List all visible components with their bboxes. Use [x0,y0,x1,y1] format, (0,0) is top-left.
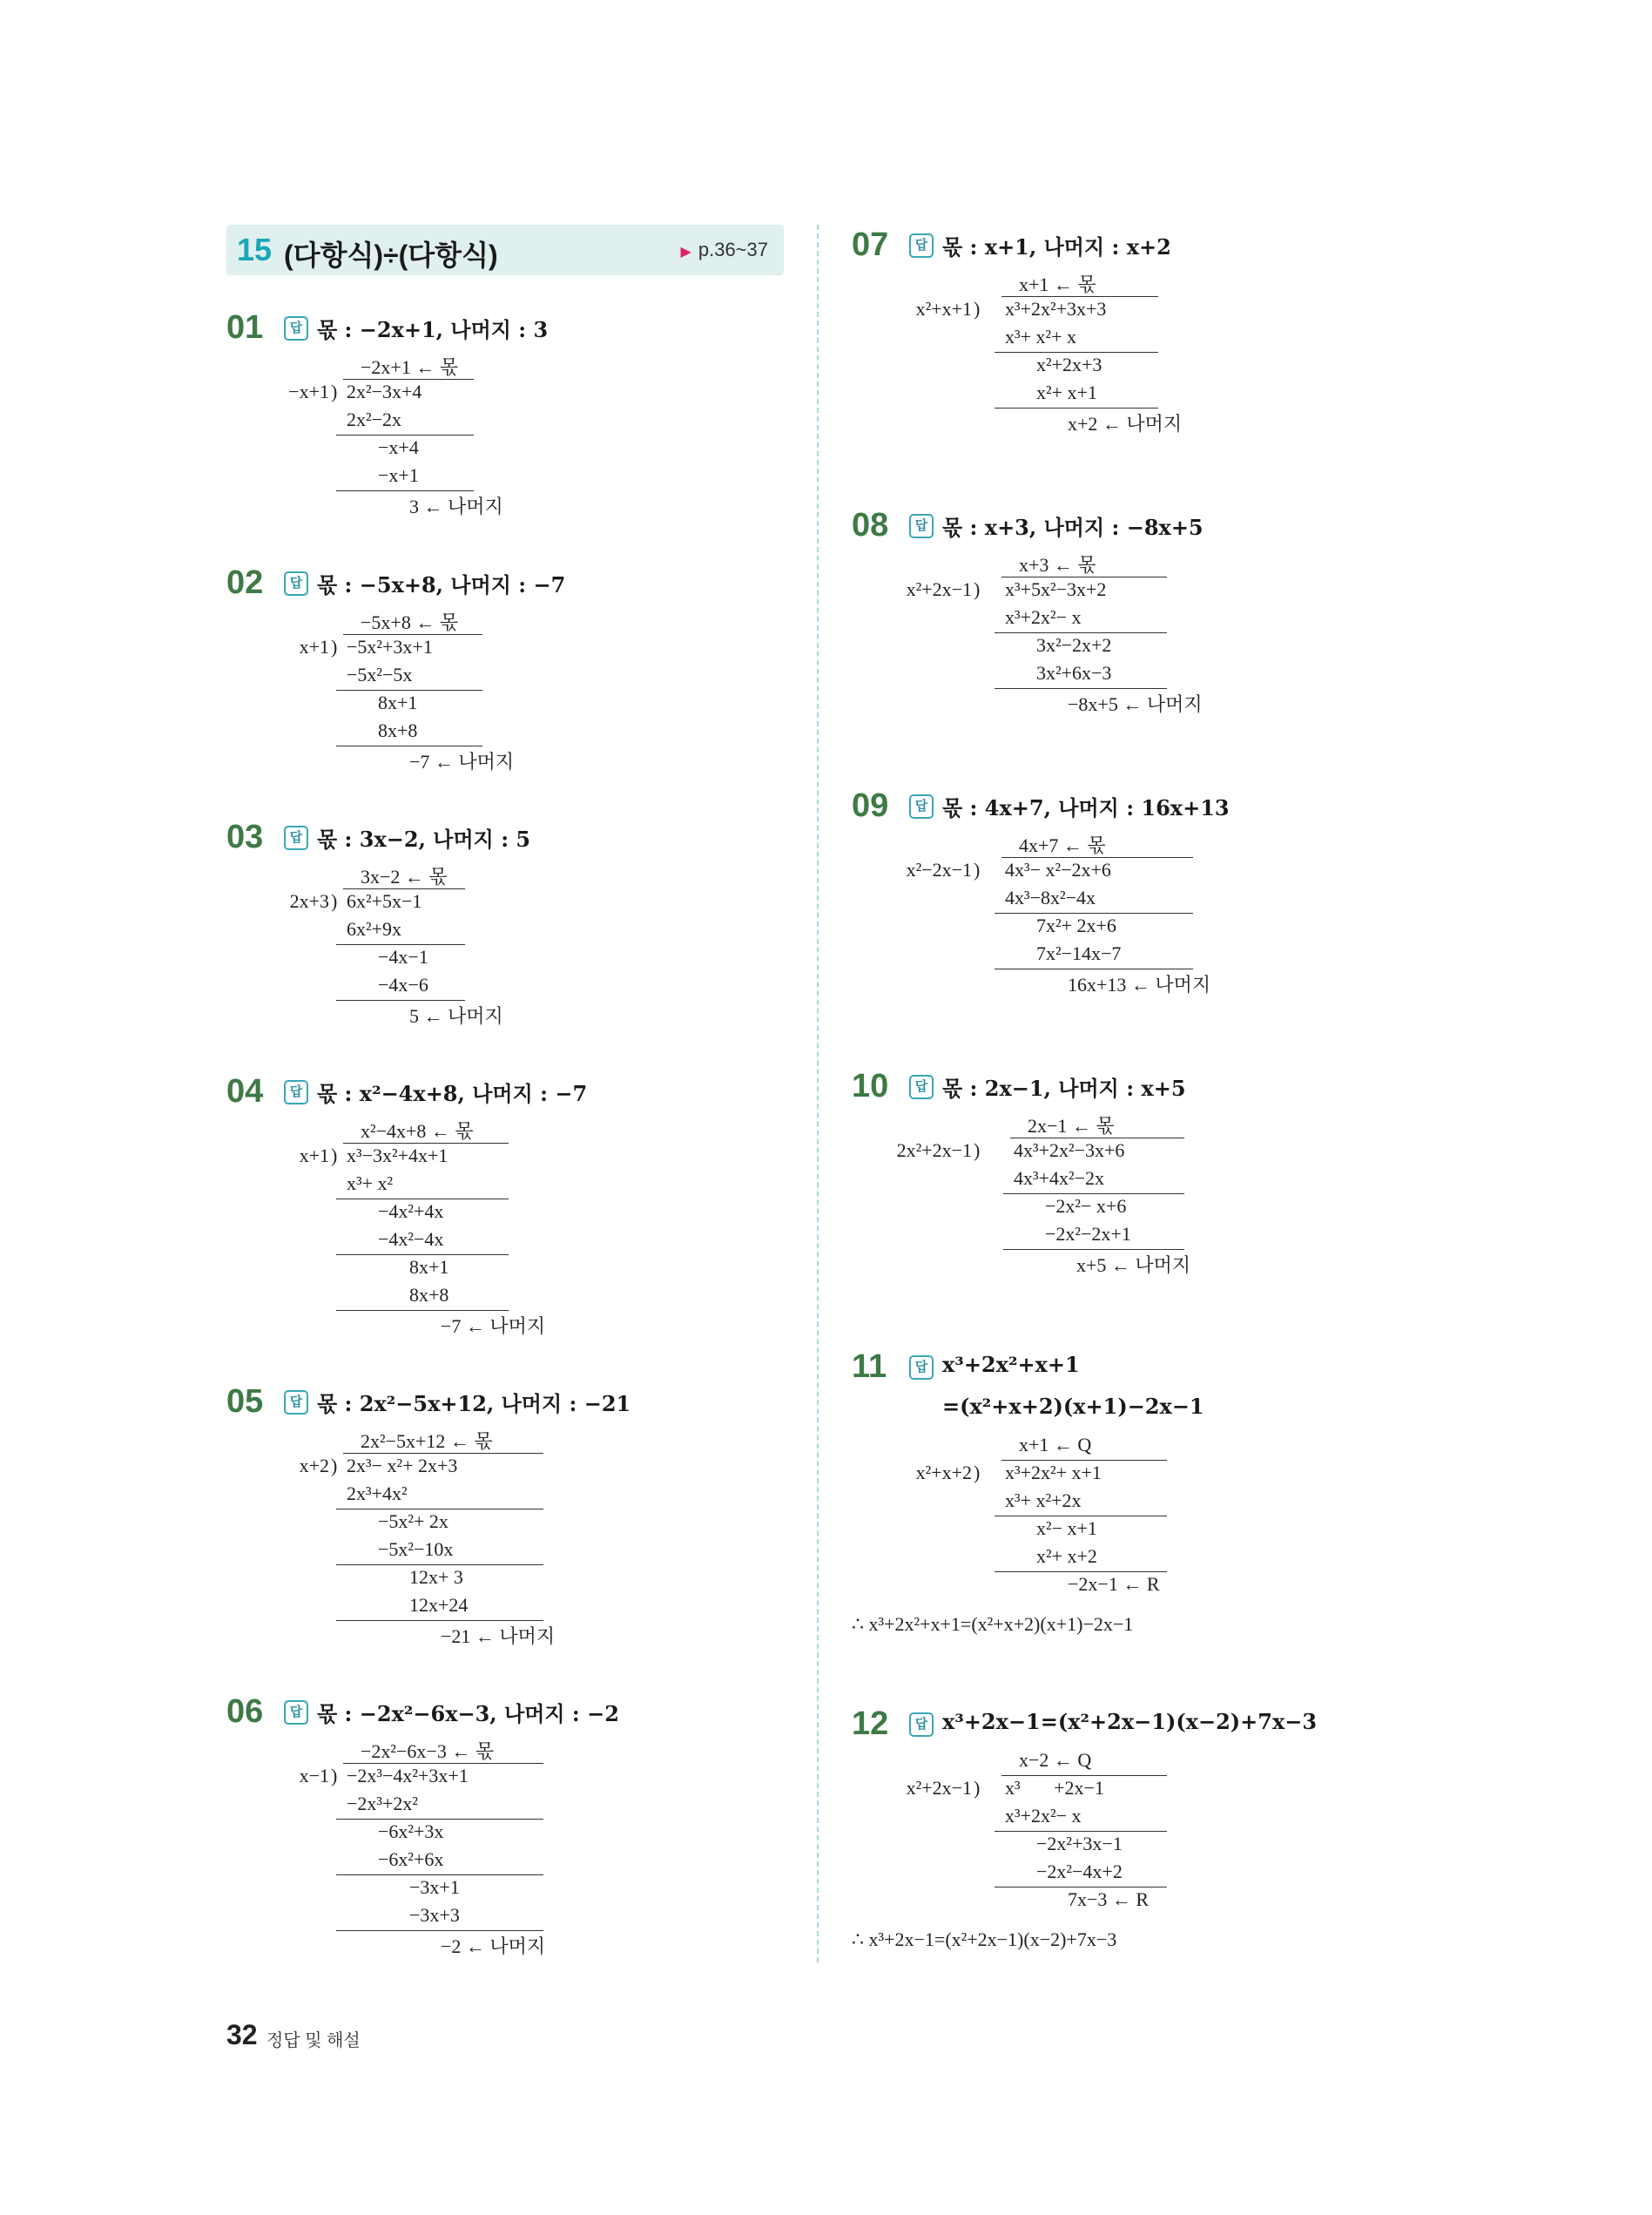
problem-number: 10 [852,1068,889,1104]
remainder-line: −7 ← 나머지 [441,1315,546,1337]
work-line: 12x+ 3 [409,1566,463,1588]
division-paren: ) [331,1765,338,1786]
dividend: 2x³− x²+ 2x+3 [347,1455,458,1476]
problem-number: 03 [226,819,264,855]
work-line: −x+1 [378,464,419,486]
work-line: −5x²+ 2x [378,1510,448,1532]
division-paren: ) [331,636,338,658]
work-line: −2x²−2x+1 [1045,1223,1131,1245]
subtraction-rule [336,490,474,491]
subtraction-rule [995,408,1158,409]
work-line: 3x²−2x+2 [1036,634,1112,656]
divisor: x²+2x−1 [906,1777,972,1799]
work-line: 7x²+ 2x+6 [1036,915,1116,936]
answer-badge-icon: 답 [909,1712,934,1737]
work-line: 8x+8 [409,1284,449,1306]
subtraction-rule [995,1571,1167,1572]
division-bar [1001,857,1193,858]
problem-06 [226,1693,784,2024]
division-bar [343,1143,509,1144]
work-line: −5x²−10x [378,1538,454,1560]
work-line: 8x+1 [409,1256,449,1278]
subtraction-rule [336,1819,543,1820]
work-line: 4x³−8x²−4x [1005,887,1096,908]
answer-text: 몫 : 2x²−5x+12, 나머지 : −21 [317,1391,631,1416]
dividend: x³−3x²+4x+1 [347,1145,448,1166]
subtraction-rule [336,1564,543,1565]
work-line: −4x−1 [378,946,428,968]
subtraction-rule [336,1930,543,1931]
dividend: x³ +2x−1 [1005,1777,1104,1799]
subtraction-rule [1003,1249,1184,1250]
subtraction-rule [336,944,465,945]
work-line: −6x²+6x [378,1848,444,1870]
work-line: 4x³+4x²−2x [1014,1167,1105,1189]
quotient-line: −2x+1 ← 몫 [361,356,459,378]
work-line: −2x²− x+6 [1045,1195,1127,1217]
work-line: x³+2x²− x [1005,606,1082,628]
division-bar [343,634,482,635]
quotient-line: x+3 ← 몫 [1019,554,1096,576]
dividend: 2x²−3x+4 [347,381,422,402]
problem-04 [226,1073,784,1404]
problem-number: 06 [226,1693,264,1730]
conclusion-line: ∴ x³+2x²+x+1=(x²+x+2)(x+1)−2x−1 [852,1613,1134,1635]
answer-badge-icon: 답 [284,1080,308,1104]
problem-12 [852,1705,1409,2036]
answer-text: 몫 : x+1, 나머지 : x+2 [942,234,1171,260]
answer-text: 몫 : 4x+7, 나머지 : 16x+13 [942,795,1230,820]
work-line: −2x³+2x² [347,1793,419,1814]
subtraction-rule [995,688,1167,689]
answer-text: 몫 : x+3, 나머지 : −8x+5 [942,515,1204,540]
divisor: −x+1 [288,381,329,402]
work-line: x³+2x²− x [1005,1805,1082,1827]
problem-number: 04 [226,1073,264,1110]
work-line: 6x²+9x [347,918,402,940]
work-line: −4x²−4x [378,1228,444,1250]
section-title: (다항식)÷(다항식) [284,240,498,271]
problem-number: 01 [226,309,264,346]
problem-number: 11 [852,1348,887,1385]
remainder-line: −21 ← 나머지 [441,1625,556,1647]
division-bar [1001,296,1158,297]
dividend: 4x³− x²−2x+6 [1005,859,1111,881]
quotient-line: x+1 ← 몫 [1019,273,1096,295]
divisor: x−1 [299,1765,329,1786]
division-paren: ) [974,1139,981,1161]
section-page-ref [681,239,768,261]
work-line: −3x+3 [409,1904,460,1926]
work-line: x²+ x+1 [1036,382,1097,403]
answer-badge-icon: 답 [909,1075,934,1099]
problem-number: 08 [852,507,889,544]
work-line: x³+ x² [347,1172,394,1194]
answer-badge-icon: 답 [284,571,308,596]
division-paren: ) [331,1455,338,1476]
answer-badge-icon: 답 [909,514,934,538]
remainder-line: 7x−3 ← R [1068,1888,1150,1910]
remainder-line: −2x−1 ← R [1068,1573,1160,1595]
answer-text: 몫 : 2x−1, 나머지 : x+5 [942,1076,1186,1101]
division-paren: ) [974,298,981,320]
divisor: x²+2x−1 [906,578,972,600]
quotient-line: −5x+8 ← 몫 [361,611,459,633]
answer-text: 몫 : −2x+1, 나머지 : 3 [317,317,549,342]
answer-text: 몫 : −5x+8, 나머지 : −7 [317,572,566,598]
remainder-line: 5 ← 나머지 [409,1005,503,1027]
problem-number: 12 [852,1705,889,1742]
work-line: 3x²+6x−3 [1036,662,1112,684]
quotient-line: x−2 ← Q [1019,1749,1092,1771]
work-line: 7x²−14x−7 [1036,942,1122,964]
quotient-line: 4x+7 ← 몫 [1019,834,1106,856]
quotient-line: x+1 ← Q [1019,1434,1092,1455]
quotient-line: 2x−1 ← 몫 [1028,1115,1115,1137]
quotient-line: 3x−2 ← 몫 [361,866,448,888]
subtraction-rule [995,913,1193,914]
remainder-line: x+2 ← 나머지 [1068,413,1183,435]
work-line: −6x²+3x [378,1820,444,1842]
answer-badge-icon: 답 [284,316,308,341]
problem-11 [852,1348,1409,1679]
quotient-line: −2x²−6x−3 ← 몫 [361,1740,495,1762]
dividend: 4x³+2x²−3x+6 [1014,1139,1125,1161]
problem-number: 05 [226,1383,264,1420]
subtraction-rule [336,1874,543,1875]
work-line: −4x−6 [378,974,428,996]
work-line: 12x+24 [409,1594,469,1616]
page-ref-text: p.36~37 [698,239,768,260]
quotient-line: 2x²−5x+12 ← 몫 [361,1430,493,1452]
answer-text-continued: =(x²+x+2)(x+1)−2x−1 [942,1394,1204,1419]
work-line: x²+ x+2 [1036,1545,1097,1567]
dividend: −2x³−4x²+3x+1 [347,1765,469,1786]
answer-badge-icon: 답 [284,1700,308,1725]
division-paren: ) [974,1777,981,1799]
answer-badge-icon: 답 [284,1390,308,1415]
division-bar [343,1763,543,1764]
triangle-icon: ▶ [680,245,691,260]
remainder-line: x+5 ← 나머지 [1076,1254,1191,1276]
division-paren: ) [974,578,981,600]
section-header [226,225,784,275]
quotient-line: x²−4x+8 ← 몫 [361,1120,474,1142]
problem-number: 09 [852,787,889,824]
answer-text: x³+2x−1=(x²+2x−1)(x−2)+7x−3 [942,1709,1318,1734]
work-line: −2x²−4x+2 [1036,1860,1123,1882]
answer-text: 몫 : x²−4x+8, 나머지 : −7 [317,1081,588,1106]
remainder-line: −8x+5 ← 나머지 [1068,693,1203,715]
remainder-line: −7 ← 나머지 [409,751,515,773]
problem-number: 02 [226,564,264,601]
work-line: x³+ x²+ x [1005,326,1077,348]
work-line: 2x³+4x² [347,1482,408,1504]
division-bar [1001,1775,1167,1776]
work-line: x²− x+1 [1036,1517,1097,1539]
dividend: 6x²+5x−1 [347,890,422,912]
footer-page-number: 32 [226,2019,258,2050]
answer-badge-icon: 답 [284,826,308,850]
division-paren: ) [331,1145,338,1166]
answer-text: x³+2x²+x+1 [942,1352,1080,1377]
work-line: 2x²−2x [347,409,402,430]
answer-badge-icon: 답 [909,1355,934,1380]
remainder-line: 3 ← 나머지 [409,496,503,517]
work-line: −x+4 [378,436,419,458]
division-paren: ) [974,859,981,881]
dividend: −5x²+3x+1 [347,636,433,658]
column-divider [817,225,819,1962]
subtraction-rule [336,1000,465,1001]
division-bar [1001,1460,1167,1461]
work-line: −5x²−5x [347,664,413,685]
divisor: x+2 [299,1455,329,1476]
answer-text: 몫 : −2x²−6x−3, 나머지 : −2 [317,1701,619,1726]
division-paren: ) [331,381,338,402]
section-number: 15 [237,232,273,267]
remainder-line: 16x+13 ← 나머지 [1068,974,1211,996]
work-line: 8x+8 [378,719,418,741]
divisor: 2x+3 [289,890,329,912]
dividend: x³+5x²−3x+2 [1005,578,1107,600]
work-line: x²+2x+3 [1036,354,1102,375]
footer-text: 정답 및 해설 [266,2031,361,2050]
subtraction-rule [336,1310,509,1311]
subtraction-rule [1003,1193,1184,1194]
answer-text: 몫 : 3x−2, 나머지 : 5 [317,827,531,852]
work-line: 8x+1 [378,692,418,713]
subtraction-rule [995,1831,1167,1832]
dividend: x³+2x²+ x+1 [1005,1462,1102,1483]
problem-05 [226,1383,784,1714]
subtraction-rule [336,1620,543,1621]
divisor: x²+x+2 [915,1462,972,1483]
divisor: 2x²+2x−1 [896,1139,972,1161]
work-line: −3x+1 [409,1876,460,1898]
division-paren: ) [974,1462,981,1483]
answer-badge-icon: 답 [909,794,934,819]
divisor: x+1 [299,1145,329,1166]
division-bar [343,888,465,889]
subtraction-rule [995,352,1158,353]
subtraction-rule [336,1254,509,1255]
division-bar [343,1453,543,1454]
answer-badge-icon: 답 [909,233,934,258]
problem-number: 07 [852,226,889,263]
work-line: −2x²+3x−1 [1036,1833,1123,1854]
division-bar [343,379,474,380]
work-line: x³+ x²+2x [1005,1489,1082,1511]
divisor: x²+x+1 [915,298,972,320]
subtraction-rule [995,632,1167,633]
dividend: x³+2x²+3x+3 [1005,298,1107,320]
subtraction-rule [336,690,482,691]
division-paren: ) [331,890,338,912]
divisor: x+1 [299,636,329,658]
divisor: x²−2x−1 [906,859,972,881]
work-line: −4x²+4x [378,1200,444,1222]
conclusion-line: ∴ x³+2x−1=(x²+2x−1)(x−2)+7x−3 [852,1928,1117,1950]
remainder-line: −2 ← 나머지 [441,1935,546,1957]
subtraction-rule [336,435,474,436]
